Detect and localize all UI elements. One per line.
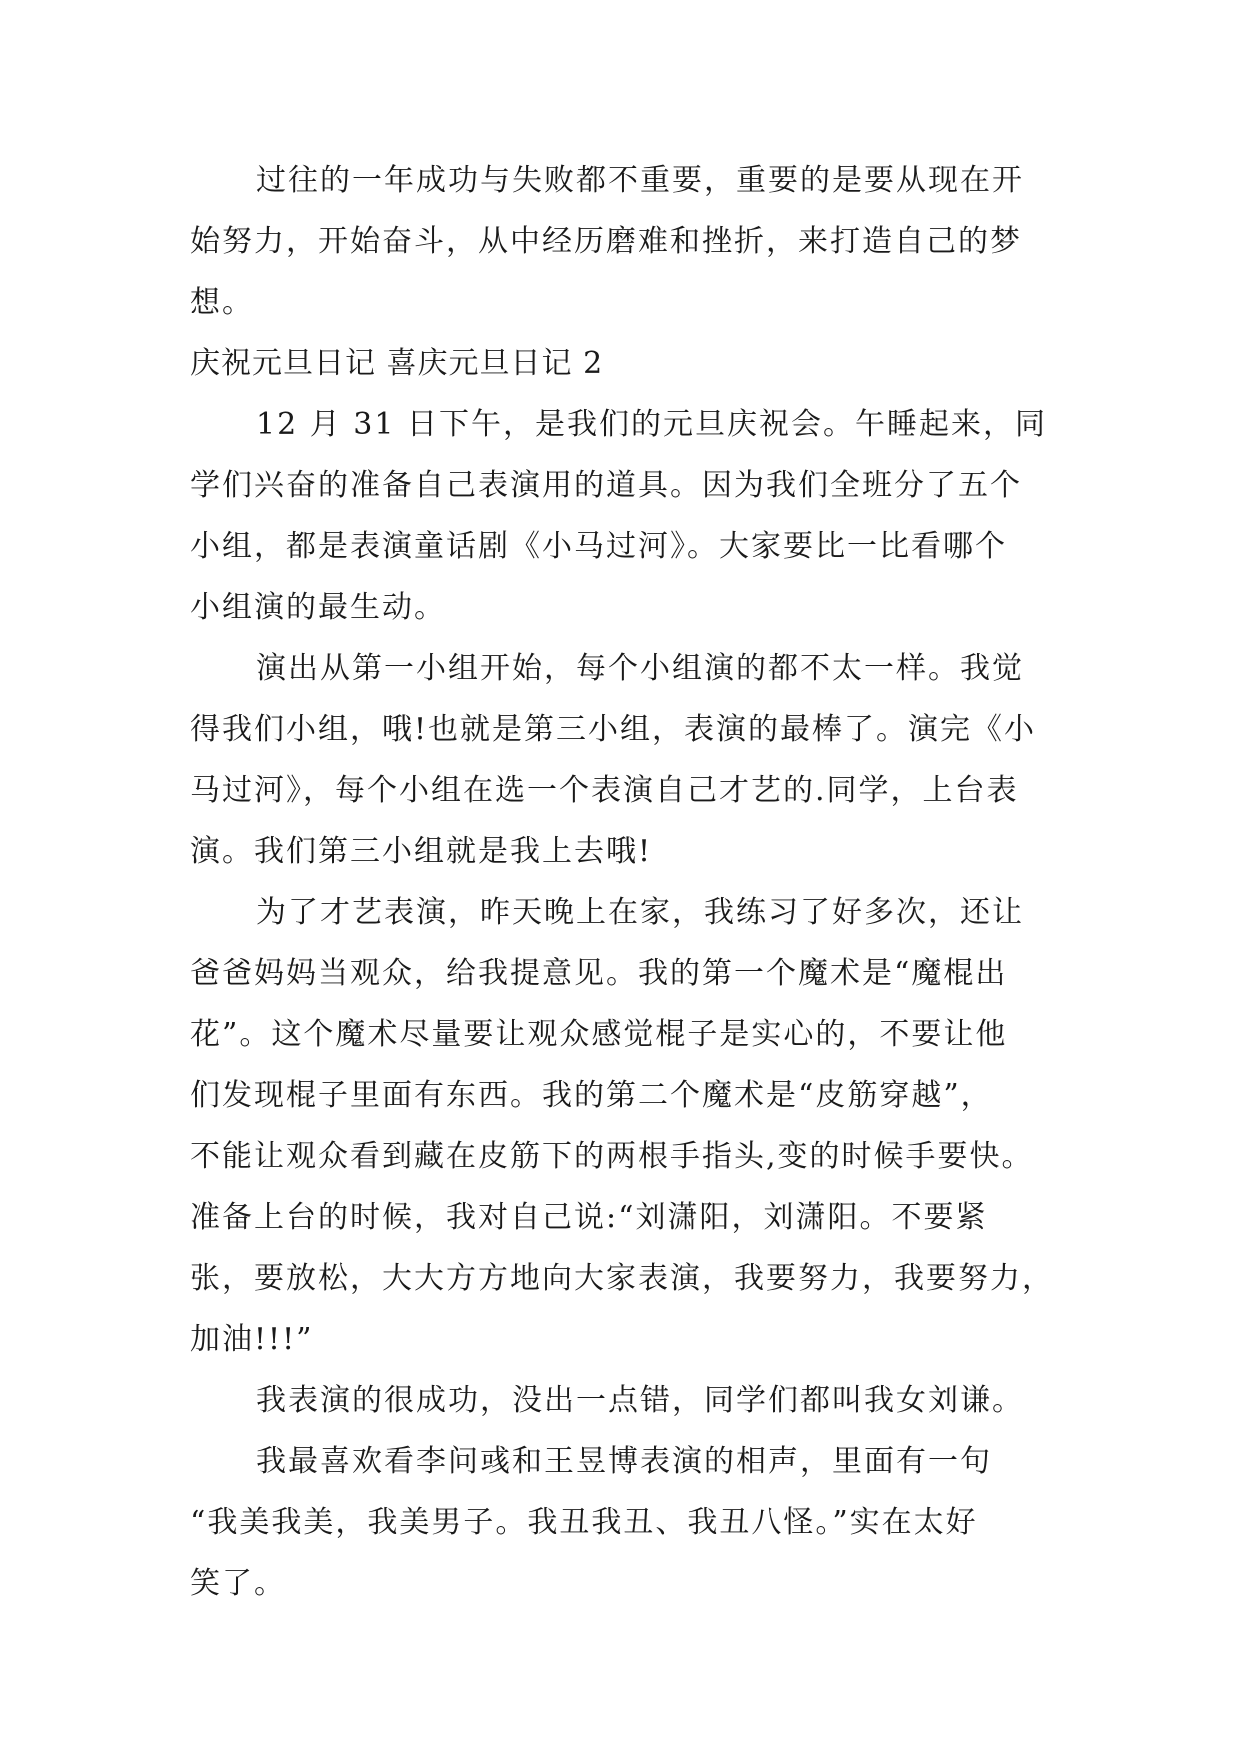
text-line: 得我们小组，哦!也就是第三小组，表演的最棒了。演完《小 (190, 712, 1037, 747)
text-line: 爸爸妈妈当观众，给我提意见。我的第一个魔术是“魔棍出 (190, 956, 1008, 991)
text-line: 花”。这个魔术尽量要让观众感觉棍子是实心的，不要让他 (190, 1017, 1008, 1052)
text-line: 不能让观众看到藏在皮筋下的两根手指头,变的时候手要快。 (190, 1139, 1034, 1174)
text-line: 笑了。 (190, 1566, 286, 1601)
text-line: 为了才艺表演，昨天晚上在家，我练习了好多次，还让 (256, 895, 1024, 930)
text-line: 们发现棍子里面有东西。我的第二个魔术是“皮筋穿越”， (190, 1078, 993, 1113)
text-line: 学们兴奋的准备自己表演用的道具。因为我们全班分了五个 (190, 468, 1022, 503)
text-line: 始努力，开始奋斗，从中经历磨难和挫折，来打造自己的梦 (190, 224, 1022, 259)
text-line: 小组演的最生动。 (190, 590, 446, 625)
text-line: 演。我们第三小组就是我上去哦! (190, 834, 653, 869)
text-line: 我最喜欢看李问彧和王昱博表演的相声，里面有一句 (256, 1444, 992, 1479)
text-line: 张，要放松，大大方方地向大家表演，我要努力，我要努力， (190, 1261, 1054, 1296)
text-line: 过往的一年成功与失败都不重要，重要的是要从现在开 (256, 163, 1024, 198)
section-title: 庆祝元旦日记 喜庆元旦日记 2 (190, 346, 604, 381)
text-line: 马过河》，每个小组在选一个表演自己才艺的.同学，上台表 (190, 773, 1019, 808)
text-line: 想。 (190, 285, 254, 320)
text-line: 小组，都是表演童话剧《小马过河》。大家要比一比看哪个 (190, 529, 1007, 564)
text-line: 12 月 31 日下午，是我们的元旦庆祝会。午睡起来，同 (256, 407, 1047, 442)
text-line: 准备上台的时候，我对自己说:“刘潇阳，刘潇阳。不要紧 (190, 1200, 988, 1235)
text-line: 加油!!!” (190, 1322, 314, 1357)
document-page (190, 150, 1060, 1614)
text-line: 我表演的很成功，没出一点错，同学们都叫我女刘谦。 (256, 1383, 1024, 1418)
text-line: 演出从第一小组开始，每个小组演的都不太一样。我觉 (256, 651, 1024, 686)
text-line: “我美我美，我美男子。我丑我丑、我丑八怪。”实在太好 (190, 1505, 978, 1540)
